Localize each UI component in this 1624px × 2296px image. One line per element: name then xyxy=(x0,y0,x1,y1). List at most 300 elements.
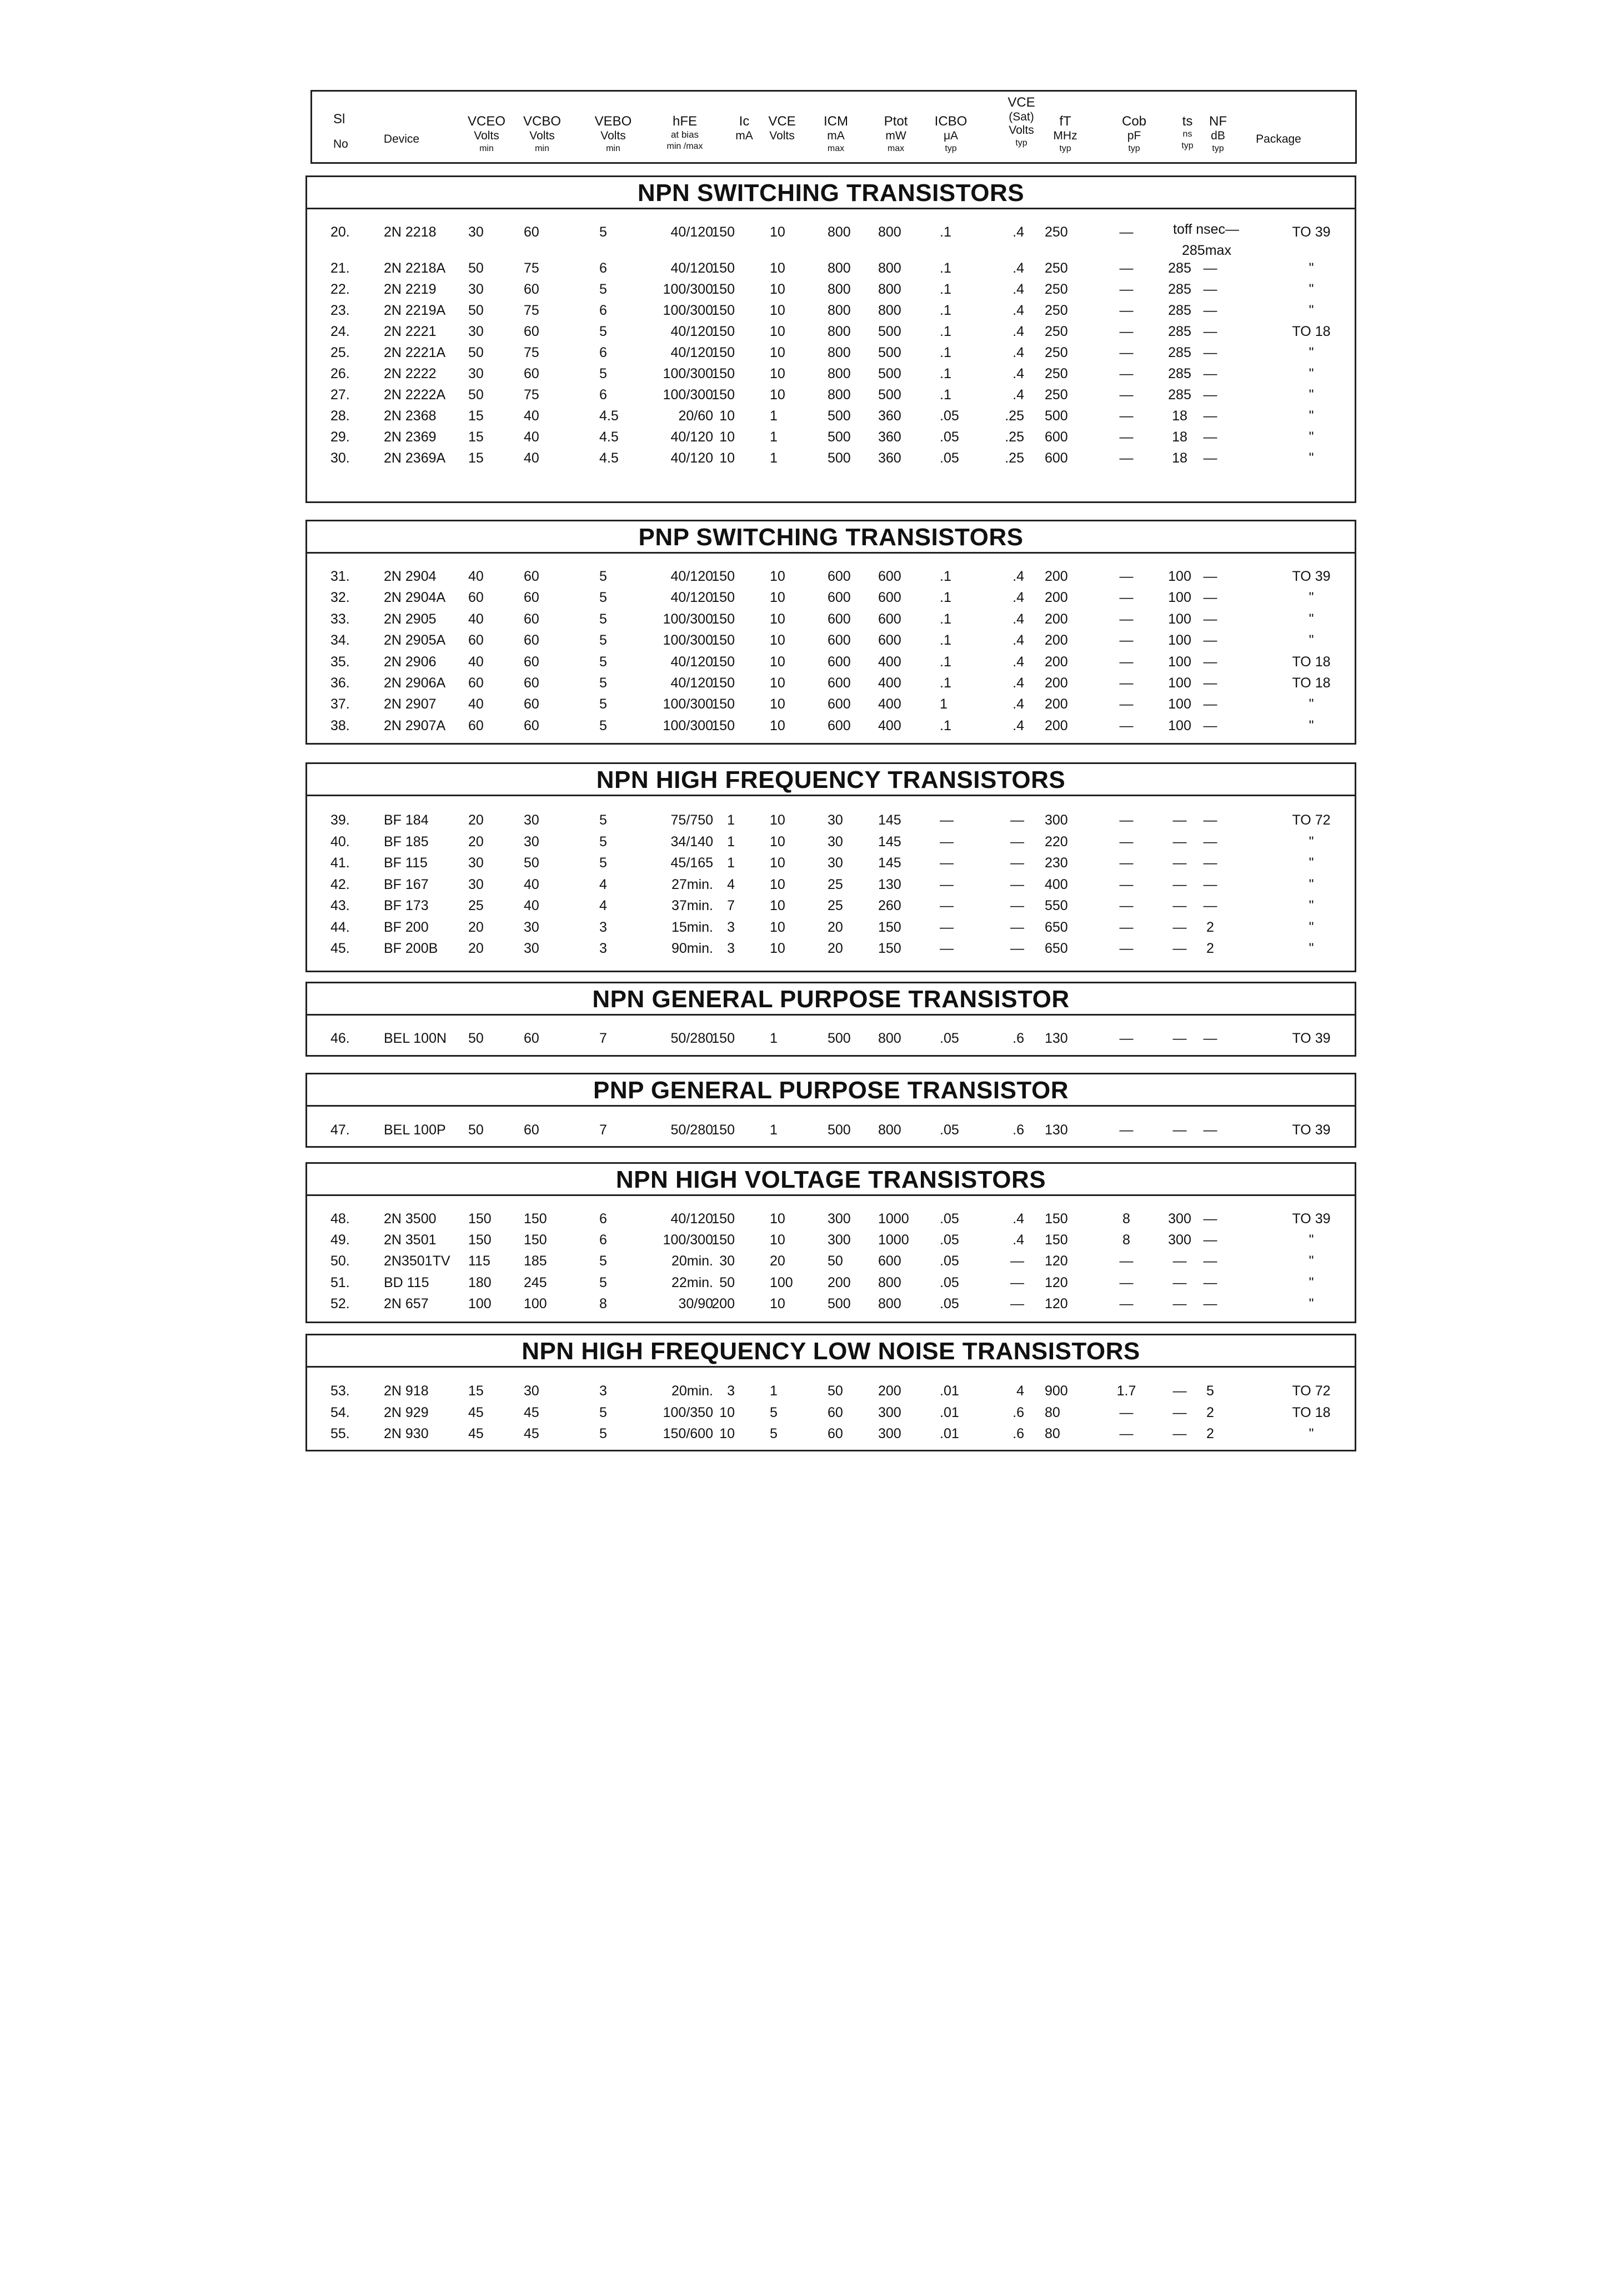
cell-ptot: 360 xyxy=(878,408,901,424)
cell-nf: — xyxy=(1203,260,1217,276)
cell-package: " xyxy=(1309,611,1314,627)
cell-device: BF 200B xyxy=(384,941,438,956)
cell-vcbo: 30 xyxy=(524,833,539,850)
cell-vceo: 30 xyxy=(468,855,484,871)
cell-vebo: 5 xyxy=(599,717,607,733)
cell-vcbo: 60 xyxy=(524,590,539,606)
cell-hfe: 40/120 xyxy=(670,654,713,670)
cell-ft: 200 xyxy=(1045,569,1068,584)
cell-vcbo: 40 xyxy=(524,429,539,445)
cell-ft: 250 xyxy=(1045,281,1068,297)
cell-ptot: 600 xyxy=(878,611,901,627)
cell-icm: 20 xyxy=(828,919,843,935)
cell-icbo: .1 xyxy=(940,224,951,240)
cell-hfe: 40/120 xyxy=(670,260,713,276)
cell-icbo: .1 xyxy=(940,281,951,297)
cell-hfe: 100/300 xyxy=(663,281,713,297)
cell-hfe: 40/120 xyxy=(670,323,713,339)
cell-device: 2N 2221 xyxy=(384,323,437,339)
cell-package: " xyxy=(1309,632,1314,649)
cell-ptot: 130 xyxy=(878,876,901,892)
cell-ptot: 800 xyxy=(878,1031,901,1046)
cell-ts: 285 xyxy=(1168,323,1191,339)
cell-ft: 650 xyxy=(1045,919,1068,935)
cell-device: 2N 929 xyxy=(384,1404,429,1420)
cell-icbo: .05 xyxy=(940,1122,959,1138)
cell-vceo: 150 xyxy=(468,1211,492,1227)
cell-vcbo: 75 xyxy=(524,260,539,276)
cell-vceo: 45 xyxy=(468,1426,484,1441)
cell-icm: 30 xyxy=(828,812,843,828)
table-row xyxy=(307,715,1355,736)
cell-sl: 25. xyxy=(330,344,350,360)
cell-vcbo: 30 xyxy=(524,1383,539,1399)
cell-hfe: 100/300 xyxy=(663,365,713,381)
cell-ts: — xyxy=(1172,1404,1187,1420)
table-row xyxy=(307,258,1355,279)
section-title: NPN HIGH FREQUENCY TRANSISTORS xyxy=(307,764,1355,796)
cell-vceo: 25 xyxy=(468,898,484,913)
cell-device: 2N 2906A xyxy=(384,675,446,691)
cell-vcesat: — xyxy=(1010,898,1024,913)
cell-ts: — xyxy=(1172,855,1187,871)
cell-sl: 44. xyxy=(330,919,350,935)
section-title: NPN SWITCHING TRANSISTORS xyxy=(307,177,1355,209)
cell-cob: — xyxy=(1119,1295,1134,1312)
table-row xyxy=(307,1229,1355,1250)
cell-ts: 100 xyxy=(1168,569,1191,584)
cell-ptot: 500 xyxy=(878,344,901,360)
cell-vebo: 6 xyxy=(599,386,607,403)
toff-note-max: 285max xyxy=(1182,243,1231,258)
cell-vceo: 180 xyxy=(468,1274,492,1290)
cell-sl: 22. xyxy=(330,281,350,297)
cell-sl: 51. xyxy=(330,1274,350,1290)
cell-ts: 100 xyxy=(1168,611,1191,627)
cell-icbo: .05 xyxy=(940,1232,959,1248)
cell-vebo: 5 xyxy=(599,611,607,627)
cell-icm: 800 xyxy=(828,224,851,240)
cell-ic: 3 xyxy=(727,919,735,935)
cell-hfe: 37min. xyxy=(671,898,713,913)
cell-vebo: 6 xyxy=(599,344,607,360)
cell-vebo: 5 xyxy=(599,833,607,850)
cell-icm: 25 xyxy=(828,898,843,913)
cell-vcbo: 100 xyxy=(524,1295,547,1312)
cell-vce: 10 xyxy=(770,365,785,381)
cell-ptot: 145 xyxy=(878,812,901,828)
cell-ft: 600 xyxy=(1045,450,1068,466)
cell-hfe: 45/165 xyxy=(670,855,713,871)
cell-vebo: 3 xyxy=(599,941,607,956)
cell-ic: 150 xyxy=(711,224,735,240)
cell-nf: — xyxy=(1203,302,1217,318)
cell-ft: 200 xyxy=(1045,611,1068,627)
cell-hfe: 20min. xyxy=(671,1383,713,1399)
cell-hfe: 100/300 xyxy=(663,302,713,318)
table-row xyxy=(307,672,1355,694)
cell-ts: 18 xyxy=(1172,429,1187,445)
cell-ic: 150 xyxy=(711,1232,735,1248)
cell-ic: 1 xyxy=(727,812,735,828)
cell-hfe: 40/120 xyxy=(670,429,713,445)
cell-vebo: 5 xyxy=(599,1404,607,1420)
cell-ic: 150 xyxy=(711,386,735,403)
cell-vceo: 100 xyxy=(468,1295,492,1312)
cell-vceo: 15 xyxy=(468,1383,484,1399)
cell-ts: 18 xyxy=(1172,408,1187,424)
cell-sl: 24. xyxy=(330,323,350,339)
cell-cob: 8 xyxy=(1122,1232,1130,1248)
cell-vce: 10 xyxy=(770,344,785,360)
cell-cob: — xyxy=(1119,1031,1134,1046)
cell-ts: 100 xyxy=(1168,675,1191,691)
cell-device: BF 173 xyxy=(384,898,429,913)
cell-package: TO 39 xyxy=(1292,224,1331,240)
cell-nf: — xyxy=(1203,590,1217,606)
cell-cob: — xyxy=(1119,569,1134,584)
cell-cob: — xyxy=(1119,386,1134,403)
cell-ft: 150 xyxy=(1045,1232,1068,1248)
cell-device: 2N 2905A xyxy=(384,632,446,649)
cell-ft: 120 xyxy=(1045,1274,1068,1290)
cell-vceo: 30 xyxy=(468,323,484,339)
cell-device: 2N3501TV xyxy=(384,1253,450,1269)
section-npn-general-purpose xyxy=(305,982,1356,1057)
cell-ic: 7 xyxy=(727,898,735,913)
cell-vceo: 115 xyxy=(468,1253,490,1269)
cell-nf: 5 xyxy=(1206,1383,1214,1399)
cell-package: " xyxy=(1309,450,1314,466)
cell-vcesat: 4 xyxy=(1016,1383,1024,1399)
cell-vceo: 50 xyxy=(468,302,484,318)
cell-vcesat: .4 xyxy=(1013,281,1024,297)
cell-ft: 120 xyxy=(1045,1295,1068,1312)
cell-ts: 285 xyxy=(1168,365,1191,381)
cell-ptot: 800 xyxy=(878,1274,901,1290)
cell-cob: — xyxy=(1119,224,1134,240)
cell-vcesat: .4 xyxy=(1013,632,1024,649)
cell-sl: 46. xyxy=(330,1031,350,1046)
cell-ts: — xyxy=(1172,833,1187,850)
cell-icbo: .01 xyxy=(940,1404,959,1420)
cell-package: TO 72 xyxy=(1292,1383,1331,1399)
cell-vcesat: .4 xyxy=(1013,654,1024,670)
cell-cob: 8 xyxy=(1122,1211,1130,1227)
cell-icbo: — xyxy=(940,833,954,850)
cell-hfe: 90min. xyxy=(671,941,713,956)
cell-cob: — xyxy=(1119,1426,1134,1441)
cell-cob: — xyxy=(1119,344,1134,360)
cell-vebo: 5 xyxy=(599,1253,607,1269)
cell-vcbo: 30 xyxy=(524,812,539,828)
cell-cob: — xyxy=(1119,1122,1134,1138)
cell-ft: 200 xyxy=(1045,696,1068,712)
cell-ptot: 360 xyxy=(878,450,901,466)
cell-ic: 10 xyxy=(719,1404,735,1420)
cell-sl: 27. xyxy=(330,386,350,403)
cell-device: 2N 918 xyxy=(384,1383,429,1399)
cell-vebo: 5 xyxy=(599,1426,607,1441)
cell-hfe: 150/600 xyxy=(663,1426,713,1441)
cell-vebo: 3 xyxy=(599,919,607,935)
cell-device: 2N 2368 xyxy=(384,408,437,424)
cell-nf: — xyxy=(1203,1122,1217,1138)
cell-vcbo: 30 xyxy=(524,919,539,935)
cell-hfe: 15min. xyxy=(671,919,713,935)
cell-hfe: 20/60 xyxy=(678,408,713,424)
cell-ft: 200 xyxy=(1045,717,1068,733)
cell-vcesat: .4 xyxy=(1013,386,1024,403)
section-npn-high-voltage xyxy=(305,1162,1356,1323)
cell-sl: 37. xyxy=(330,696,350,712)
section-title: NPN HIGH VOLTAGE TRANSISTORS xyxy=(307,1164,1355,1196)
cell-ic: 150 xyxy=(711,281,735,297)
cell-icm: 600 xyxy=(828,675,851,691)
cell-ft: 120 xyxy=(1045,1253,1068,1269)
cell-vcesat: — xyxy=(1010,1295,1024,1312)
cell-package: TO 39 xyxy=(1292,569,1331,584)
cell-device: 2N 2906 xyxy=(384,654,437,670)
cell-ptot: 500 xyxy=(878,365,901,381)
cell-ft: 400 xyxy=(1045,876,1068,892)
cell-ptot: 145 xyxy=(878,855,901,871)
cell-ft: 200 xyxy=(1045,632,1068,649)
cell-device: 2N 2219 xyxy=(384,281,437,297)
col-package: Package xyxy=(1256,133,1301,145)
table-row xyxy=(307,300,1355,321)
cell-package: TO 39 xyxy=(1292,1031,1331,1046)
cell-package: " xyxy=(1309,919,1314,935)
cell-icm: 20 xyxy=(828,941,843,956)
cell-device: BD 115 xyxy=(384,1274,429,1290)
cell-vebo: 6 xyxy=(599,302,607,318)
cell-ic: 150 xyxy=(711,654,735,670)
cell-ic: 10 xyxy=(719,1426,735,1441)
cell-vcesat: — xyxy=(1010,1274,1024,1290)
cell-ptot: 200 xyxy=(878,1383,901,1399)
cell-sl: 26. xyxy=(330,365,350,381)
cell-vebo: 5 xyxy=(599,855,607,871)
cell-icm: 30 xyxy=(828,833,843,850)
section-npn-switching xyxy=(305,175,1356,503)
cell-nf: 2 xyxy=(1206,1404,1214,1420)
cell-icm: 500 xyxy=(828,1295,851,1312)
cell-cob: — xyxy=(1119,281,1134,297)
cell-vebo: 6 xyxy=(599,1232,607,1248)
cell-hfe: 100/300 xyxy=(663,717,713,733)
cell-vcbo: 60 xyxy=(524,611,539,627)
cell-vcesat: .4 xyxy=(1013,717,1024,733)
table-row xyxy=(307,810,1355,831)
cell-device: 2N 2907 xyxy=(384,696,437,712)
cell-ts: 100 xyxy=(1168,590,1191,606)
cell-nf: — xyxy=(1203,386,1217,403)
cell-cob: — xyxy=(1119,365,1134,381)
cell-cob: — xyxy=(1119,1253,1134,1269)
cell-vceo: 50 xyxy=(468,386,484,403)
cell-ptot: 600 xyxy=(878,632,901,649)
cell-cob: — xyxy=(1119,302,1134,318)
cell-cob: — xyxy=(1119,1274,1134,1290)
cell-vcesat: .4 xyxy=(1013,1232,1024,1248)
cell-vcbo: 60 xyxy=(524,696,539,712)
section-title: PNP GENERAL PURPOSE TRANSISTOR xyxy=(307,1074,1355,1107)
section-title: PNP SWITCHING TRANSISTORS xyxy=(307,521,1355,554)
cell-sl: 48. xyxy=(330,1211,350,1227)
cell-vceo: 50 xyxy=(468,344,484,360)
table-row xyxy=(307,321,1355,342)
col-device: Device xyxy=(383,133,420,145)
cell-package: " xyxy=(1309,429,1314,445)
cell-ptot: 300 xyxy=(878,1426,901,1441)
cell-icm: 500 xyxy=(828,1122,851,1138)
cell-vcesat: .4 xyxy=(1013,675,1024,691)
cell-vce: 10 xyxy=(770,898,785,913)
cell-ptot: 800 xyxy=(878,1295,901,1312)
col-nf: NF dB typ xyxy=(1209,114,1227,153)
cell-vcesat: — xyxy=(1010,876,1024,892)
cell-icm: 500 xyxy=(828,1031,851,1046)
cell-vceo: 40 xyxy=(468,569,484,584)
cell-icbo: 1 xyxy=(940,696,948,712)
cell-nf: — xyxy=(1203,876,1217,892)
cell-sl: 36. xyxy=(330,675,350,691)
cell-icbo: .05 xyxy=(940,1211,959,1227)
cell-icbo: .1 xyxy=(940,675,951,691)
col-vcesat: VCE (Sat) Volts typ xyxy=(1008,95,1035,148)
cell-icbo: .1 xyxy=(940,386,951,403)
cell-vceo: 20 xyxy=(468,812,484,828)
cell-vcesat: .4 xyxy=(1013,302,1024,318)
cell-package: " xyxy=(1309,1232,1314,1248)
cell-icbo: .1 xyxy=(940,365,951,381)
cell-ic: 150 xyxy=(711,675,735,691)
cell-cob: — xyxy=(1119,408,1134,424)
cell-ft: 130 xyxy=(1045,1031,1068,1046)
cell-vceo: 50 xyxy=(468,1122,484,1138)
cell-hfe: 100/300 xyxy=(663,1232,713,1248)
cell-vebo: 5 xyxy=(599,696,607,712)
cell-sl: 50. xyxy=(330,1253,350,1269)
cell-ptot: 600 xyxy=(878,590,901,606)
cell-nf: — xyxy=(1203,675,1217,691)
cell-vce: 10 xyxy=(770,281,785,297)
cell-cob: — xyxy=(1119,876,1134,892)
cell-ptot: 1000 xyxy=(878,1232,909,1248)
cell-ts: — xyxy=(1172,919,1187,935)
cell-vcesat: .4 xyxy=(1013,224,1024,240)
cell-ic: 150 xyxy=(711,1211,735,1227)
column-header xyxy=(310,90,1357,164)
cell-vce: 10 xyxy=(770,855,785,871)
cell-vebo: 5 xyxy=(599,224,607,240)
cell-vcesat: .4 xyxy=(1013,1211,1024,1227)
cell-cob: — xyxy=(1119,590,1134,606)
cell-ts: — xyxy=(1172,1122,1187,1138)
cell-ptot: 300 xyxy=(878,1404,901,1420)
cell-device: BEL 100N xyxy=(384,1031,447,1046)
cell-cob: — xyxy=(1119,812,1134,828)
cell-vce: 1 xyxy=(770,1122,778,1138)
cell-ic: 150 xyxy=(711,365,735,381)
cell-vebo: 7 xyxy=(599,1031,607,1046)
cell-nf: — xyxy=(1203,632,1217,649)
cell-device: 2N 2369 xyxy=(384,429,437,445)
cell-ic: 10 xyxy=(719,429,735,445)
cell-vcbo: 40 xyxy=(524,898,539,913)
cell-vebo: 5 xyxy=(599,323,607,339)
cell-device: 2N 657 xyxy=(384,1295,429,1312)
cell-ic: 30 xyxy=(719,1253,735,1269)
cell-icm: 500 xyxy=(828,408,851,424)
cell-vceo: 60 xyxy=(468,590,484,606)
cell-device: 2N 2907A xyxy=(384,717,446,733)
cell-hfe: 40/120 xyxy=(670,344,713,360)
cell-vebo: 3 xyxy=(599,1383,607,1399)
cell-icm: 50 xyxy=(828,1383,843,1399)
cell-device: BF 184 xyxy=(384,812,429,828)
table-row xyxy=(307,917,1355,938)
cell-vcesat: .6 xyxy=(1013,1426,1024,1441)
cell-package: " xyxy=(1309,898,1314,913)
cell-vcesat: — xyxy=(1010,855,1024,871)
cell-vceo: 15 xyxy=(468,429,484,445)
cell-ft: 200 xyxy=(1045,675,1068,691)
cell-ft: 600 xyxy=(1045,429,1068,445)
cell-hfe: 100/300 xyxy=(663,386,713,403)
cell-icbo: .1 xyxy=(940,569,951,584)
cell-device: 2N 2222A xyxy=(384,386,446,403)
cell-package: " xyxy=(1309,1274,1314,1290)
cell-sl: 28. xyxy=(330,408,350,424)
cell-nf: — xyxy=(1203,365,1217,381)
cell-package: TO 72 xyxy=(1292,812,1331,828)
col-hfe: hFE at bias min /max xyxy=(666,114,703,151)
cell-nf: — xyxy=(1203,408,1217,424)
cell-vceo: 60 xyxy=(468,717,484,733)
cell-vcesat: .25 xyxy=(1005,429,1024,445)
cell-vce: 1 xyxy=(770,450,778,466)
cell-ft: 250 xyxy=(1045,386,1068,403)
cell-device: 2N 2218 xyxy=(384,224,437,240)
cell-hfe: 40/120 xyxy=(670,569,713,584)
cell-ic: 1 xyxy=(727,855,735,871)
col-ft: fT MHz typ xyxy=(1053,114,1077,153)
cell-icbo: .01 xyxy=(940,1426,959,1441)
table-row xyxy=(307,384,1355,405)
cell-ptot: 400 xyxy=(878,696,901,712)
cell-sl: 47. xyxy=(330,1122,350,1138)
col-ptot: Ptot mW max xyxy=(884,114,908,153)
cell-vcbo: 40 xyxy=(524,876,539,892)
cell-device: 2N 3501 xyxy=(384,1232,437,1248)
cell-device: BF 167 xyxy=(384,876,429,892)
cell-ft: 200 xyxy=(1045,590,1068,606)
cell-vebo: 4.5 xyxy=(599,408,619,424)
col-icbo: ICBO μA typ xyxy=(934,114,968,153)
table-row xyxy=(307,609,1355,630)
cell-vcbo: 40 xyxy=(524,408,539,424)
table-row xyxy=(307,1250,1355,1272)
cell-vcbo: 150 xyxy=(524,1211,547,1227)
cell-vcesat: .6 xyxy=(1013,1122,1024,1138)
cell-vcesat: .25 xyxy=(1005,450,1024,466)
cell-vce: 10 xyxy=(770,323,785,339)
cell-ptot: 400 xyxy=(878,654,901,670)
cell-ft: 80 xyxy=(1045,1404,1060,1420)
cell-vebo: 4 xyxy=(599,876,607,892)
